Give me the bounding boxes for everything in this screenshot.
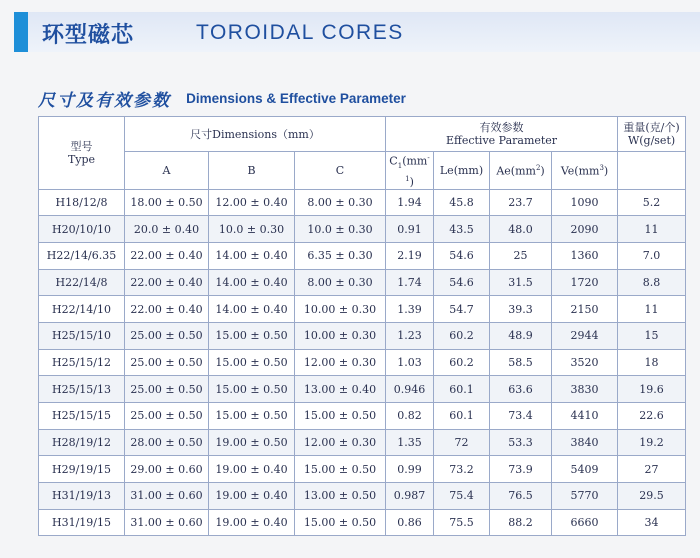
- table-cell: 10.00 ± 0.30: [295, 296, 386, 323]
- header-title-en: TOROIDAL CORES: [196, 21, 404, 44]
- section-title: [38, 86, 406, 110]
- table-cell: H18/12/8: [39, 189, 125, 216]
- header-type-cn: 型号: [70, 139, 93, 153]
- table-row: [39, 242, 686, 269]
- table-cell: H29/19/15: [39, 456, 125, 483]
- table-cell: 15.00 ± 0.50: [295, 509, 386, 536]
- table-cell: 19.2: [618, 429, 686, 456]
- table-cell: H22/14/6.35: [39, 242, 125, 269]
- table-cell: 2944: [552, 322, 618, 349]
- table-cell: 10.0 ± 0.30: [209, 216, 295, 243]
- table-cell: 1.94: [386, 189, 434, 216]
- table-cell: 48.9: [490, 322, 552, 349]
- table-cell: 6.35 ± 0.30: [295, 242, 386, 269]
- table-subheader-row: [39, 152, 686, 190]
- table-cell: 15.00 ± 0.50: [209, 349, 295, 376]
- header-effective-cn: 有效参数: [479, 121, 524, 134]
- table-cell: 31.00 ± 0.60: [125, 509, 209, 536]
- table-cell: 13.00 ± 0.40: [295, 376, 386, 403]
- table-cell: 1360: [552, 242, 618, 269]
- table-cell: 5409: [552, 456, 618, 483]
- table-cell: 25.00 ± 0.50: [125, 349, 209, 376]
- table-cell: 31.00 ± 0.60: [125, 483, 209, 510]
- table-cell: 1.39: [386, 296, 434, 323]
- table-cell: 63.6: [490, 376, 552, 403]
- table-cell: 7.0: [618, 242, 686, 269]
- table-cell: 60.1: [434, 403, 490, 430]
- table-cell: 75.5: [434, 509, 490, 536]
- table-cell: 58.5: [490, 349, 552, 376]
- table-row: [39, 349, 686, 376]
- table-cell: 27: [618, 456, 686, 483]
- table-cell: 15.00 ± 0.50: [209, 322, 295, 349]
- table-cell: 19.00 ± 0.40: [209, 509, 295, 536]
- page-header: [14, 12, 700, 52]
- header-effective-en: Effective Parameter: [445, 134, 558, 147]
- header-type: [39, 117, 125, 190]
- table-cell: 73.9: [490, 456, 552, 483]
- table-cell: 14.00 ± 0.40: [209, 296, 295, 323]
- table-cell: 0.987: [386, 483, 434, 510]
- table-cell: H31/19/15: [39, 509, 125, 536]
- table-cell: 0.99: [386, 456, 434, 483]
- header-weight: [618, 117, 686, 152]
- table-cell: 3520: [552, 349, 618, 376]
- table-cell: 0.82: [386, 403, 434, 430]
- table-cell: 22.00 ± 0.40: [125, 296, 209, 323]
- header-effective: [386, 117, 618, 152]
- table-cell: 12.00 ± 0.30: [295, 429, 386, 456]
- table-cell: 1.03: [386, 349, 434, 376]
- table-cell: 4410: [552, 403, 618, 430]
- table-cell: 28.00 ± 0.50: [125, 429, 209, 456]
- table-cell: 14.00 ± 0.40: [209, 242, 295, 269]
- table-cell: 1090: [552, 189, 618, 216]
- table-cell: 73.4: [490, 403, 552, 430]
- table-cell: 23.7: [490, 189, 552, 216]
- table-cell: 15: [618, 322, 686, 349]
- table-cell: 8.00 ± 0.30: [295, 269, 386, 296]
- table-cell: 53.3: [490, 429, 552, 456]
- table-cell: 15.00 ± 0.50: [209, 403, 295, 430]
- table-row: [39, 456, 686, 483]
- col-ve: $Ve(mm^3)$: [552, 152, 618, 190]
- table-cell: 19.00 ± 0.50: [209, 429, 295, 456]
- table-cell: 1.35: [386, 429, 434, 456]
- table-cell: 0.946: [386, 376, 434, 403]
- table-cell: H25/15/12: [39, 349, 125, 376]
- table-cell: 25.00 ± 0.50: [125, 376, 209, 403]
- table-header-row: [39, 117, 686, 152]
- col-c1: $C_1(mm^{-1})$: [386, 152, 434, 190]
- table-cell: H31/19/13: [39, 483, 125, 510]
- table-row: [39, 189, 686, 216]
- table-row: [39, 216, 686, 243]
- section-title-cn: 尺寸及有效参数: [38, 91, 171, 111]
- table-cell: 10.0 ± 0.30: [295, 216, 386, 243]
- col-a: A: [125, 152, 209, 190]
- table-cell: H22/14/10: [39, 296, 125, 323]
- table-row: [39, 483, 686, 510]
- table-cell: 39.3: [490, 296, 552, 323]
- table-cell: 1.74: [386, 269, 434, 296]
- col-b: B: [209, 152, 295, 190]
- table-cell: 11: [618, 216, 686, 243]
- table-cell: 15.00 ± 0.50: [295, 456, 386, 483]
- table-cell: H20/10/10: [39, 216, 125, 243]
- table-cell: H25/15/10: [39, 322, 125, 349]
- table-row: [39, 296, 686, 323]
- table-row: [39, 269, 686, 296]
- table-cell: 34: [618, 509, 686, 536]
- table-cell: 2090: [552, 216, 618, 243]
- table-cell: 6660: [552, 509, 618, 536]
- table-cell: 0.86: [386, 509, 434, 536]
- table-cell: 18: [618, 349, 686, 376]
- header-type-en: Type: [67, 152, 96, 166]
- col-le: Le(mm): [434, 152, 490, 190]
- table-cell: 13.00 ± 0.50: [295, 483, 386, 510]
- table-cell: 12.00 ± 0.30: [295, 349, 386, 376]
- table-cell: 15.00 ± 0.50: [295, 403, 386, 430]
- table-cell: 75.4: [434, 483, 490, 510]
- table-cell: 15.00 ± 0.50: [209, 376, 295, 403]
- table-cell: 22.00 ± 0.40: [125, 269, 209, 296]
- table-cell: 1.23: [386, 322, 434, 349]
- table-cell: 54.7: [434, 296, 490, 323]
- table-cell: 19.6: [618, 376, 686, 403]
- table-cell: H28/19/12: [39, 429, 125, 456]
- table-row: [39, 322, 686, 349]
- table-cell: 54.6: [434, 242, 490, 269]
- table-cell: 88.2: [490, 509, 552, 536]
- table-cell: 60.1: [434, 376, 490, 403]
- table-cell: 54.6: [434, 269, 490, 296]
- table-cell: 19.00 ± 0.40: [209, 456, 295, 483]
- table-cell: 43.5: [434, 216, 490, 243]
- table-cell: 31.5: [490, 269, 552, 296]
- section-title-en: Dimensions & Effective Parameter: [186, 91, 406, 106]
- table-cell: 60.2: [434, 322, 490, 349]
- table-cell: H25/15/13: [39, 376, 125, 403]
- table-cell: 12.00 ± 0.40: [209, 189, 295, 216]
- table-cell: H25/15/15: [39, 403, 125, 430]
- table-cell: 0.91: [386, 216, 434, 243]
- col-c: C: [295, 152, 386, 190]
- table-cell: 76.5: [490, 483, 552, 510]
- table-cell: 22.6: [618, 403, 686, 430]
- table-cell: 3830: [552, 376, 618, 403]
- table-cell: 3840: [552, 429, 618, 456]
- table-cell: 29.00 ± 0.60: [125, 456, 209, 483]
- header-weight-en: W(g/set): [627, 134, 676, 147]
- table-cell: 60.2: [434, 349, 490, 376]
- table-cell: 8.00 ± 0.30: [295, 189, 386, 216]
- col-weight-blank: [618, 152, 686, 190]
- table-cell: 18.00 ± 0.50: [125, 189, 209, 216]
- table-row: [39, 429, 686, 456]
- header-weight-cn: 重量(克/个): [623, 121, 680, 134]
- col-ae: $Ae(mm^2)$: [490, 152, 552, 190]
- table-cell: 14.00 ± 0.40: [209, 269, 295, 296]
- table-row: [39, 376, 686, 403]
- table-cell: 48.0: [490, 216, 552, 243]
- table-cell: 2.19: [386, 242, 434, 269]
- table-cell: 29.5: [618, 483, 686, 510]
- table-row: [39, 403, 686, 430]
- table-cell: 25: [490, 242, 552, 269]
- dimensions-table: [38, 116, 686, 536]
- table-cell: 72: [434, 429, 490, 456]
- table-cell: 5770: [552, 483, 618, 510]
- table-cell: 8.8: [618, 269, 686, 296]
- header-dimensions: 尺寸Dimensions（mm）: [125, 117, 386, 152]
- table-cell: 2150: [552, 296, 618, 323]
- table-cell: 22.00 ± 0.40: [125, 242, 209, 269]
- header-title-cn: 环型磁芯: [42, 23, 135, 48]
- table-cell: 11: [618, 296, 686, 323]
- table-cell: 10.00 ± 0.30: [295, 322, 386, 349]
- table-cell: 25.00 ± 0.50: [125, 403, 209, 430]
- table-cell: 20.0 ± 0.40: [125, 216, 209, 243]
- table-row: [39, 509, 686, 536]
- table-cell: H22/14/8: [39, 269, 125, 296]
- table-cell: 5.2: [618, 189, 686, 216]
- table-cell: 45.8: [434, 189, 490, 216]
- table-cell: 25.00 ± 0.50: [125, 322, 209, 349]
- table-cell: 73.2: [434, 456, 490, 483]
- table-cell: 19.00 ± 0.40: [209, 483, 295, 510]
- table-cell: 1720: [552, 269, 618, 296]
